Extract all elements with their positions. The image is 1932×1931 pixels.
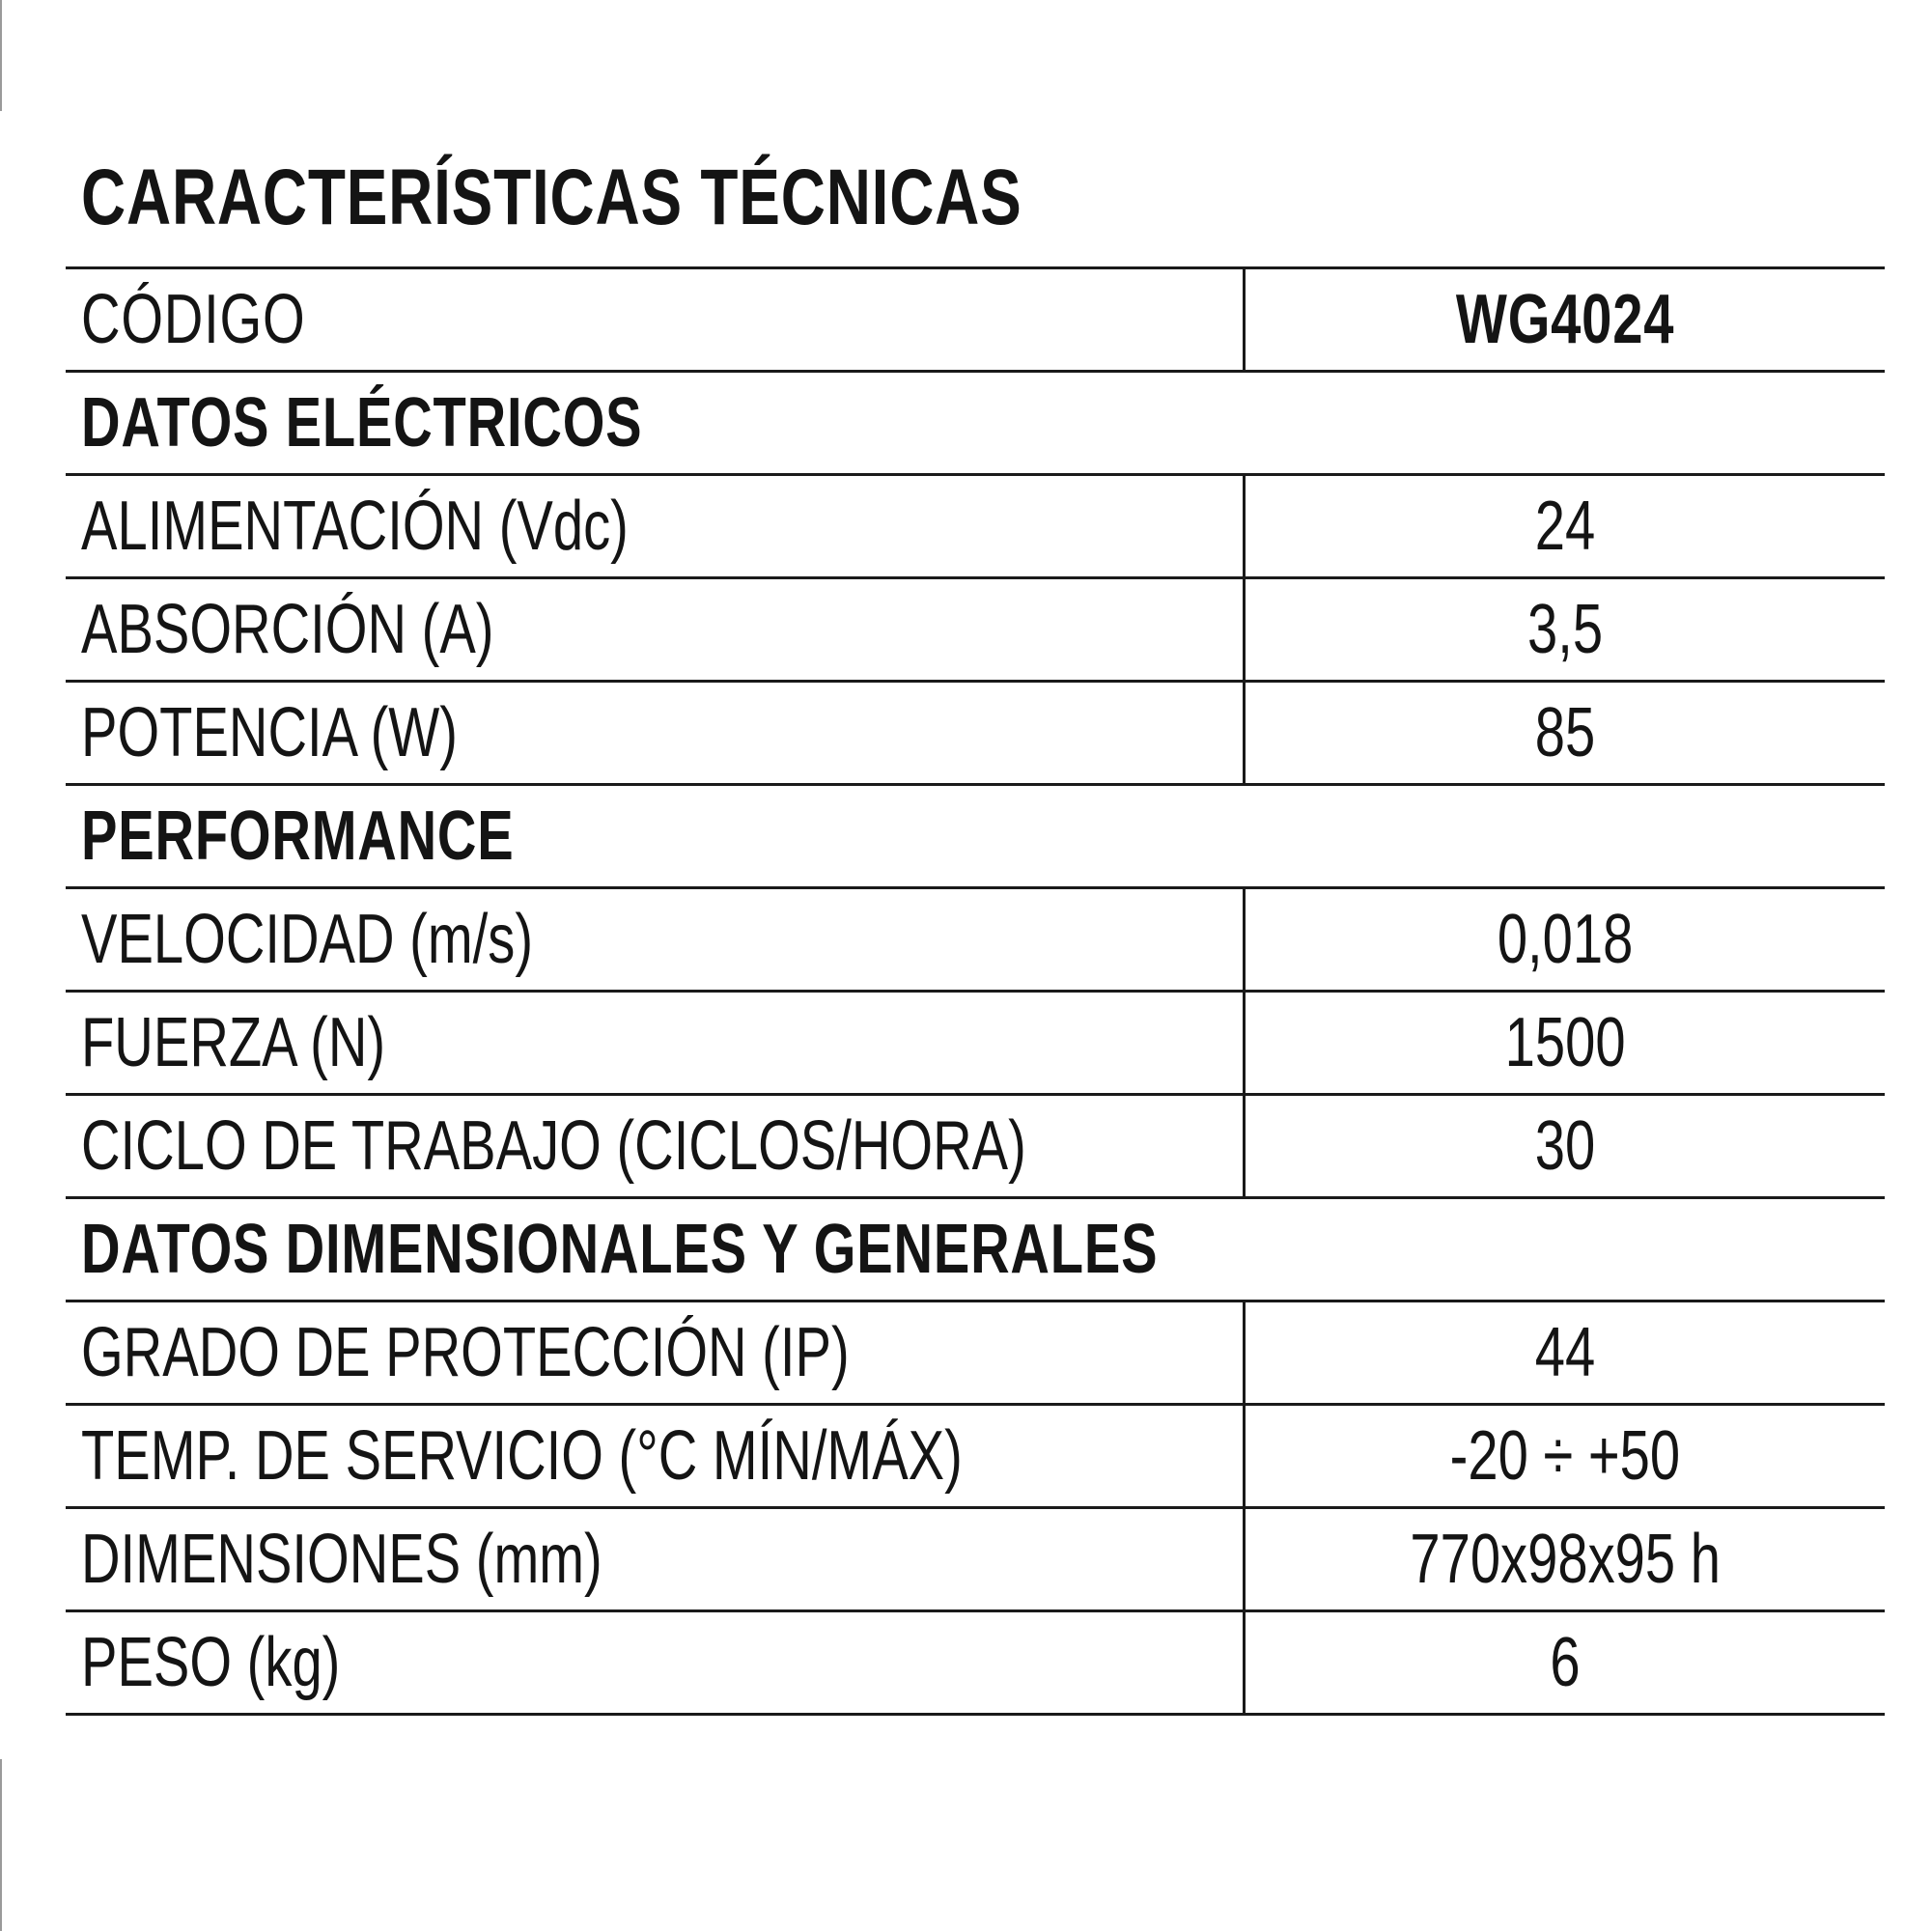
row-value: 24 bbox=[1534, 488, 1596, 565]
row-value: 44 bbox=[1534, 1314, 1596, 1391]
table-row-code bbox=[66, 269, 1885, 373]
row-value: 6 bbox=[1550, 1624, 1581, 1701]
page-edge-mark bbox=[0, 1759, 2, 1931]
section-header bbox=[66, 1199, 1885, 1302]
row-value: 1500 bbox=[1504, 1004, 1626, 1081]
table-row bbox=[66, 1509, 1885, 1612]
section-header bbox=[66, 786, 1885, 889]
table-row bbox=[66, 1612, 1885, 1716]
section-title: DATOS ELÉCTRICOS bbox=[81, 384, 643, 462]
section-title: PERFORMANCE bbox=[81, 798, 515, 875]
row-label: CICLO DE TRABAJO (CICLOS/HORA) bbox=[81, 1107, 1026, 1185]
row-value: 30 bbox=[1534, 1107, 1596, 1185]
table-row bbox=[66, 1302, 1885, 1406]
row-label: ABSORCIÓN (A) bbox=[81, 591, 494, 668]
row-label: DIMENSIONES (mm) bbox=[81, 1521, 602, 1598]
row-value: -20 ÷ +50 bbox=[1449, 1417, 1681, 1495]
table-row bbox=[66, 889, 1885, 993]
table-row bbox=[66, 1096, 1885, 1199]
row-value: 85 bbox=[1534, 694, 1596, 771]
row-label: VELOCIDAD (m/s) bbox=[81, 901, 534, 978]
row-label: POTENCIA (W) bbox=[81, 694, 458, 771]
table-row bbox=[66, 683, 1885, 786]
row-label: ALIMENTACIÓN (Vdc) bbox=[81, 488, 629, 565]
code-value: WG4024 bbox=[1455, 281, 1675, 358]
spec-table bbox=[66, 266, 1885, 1716]
row-label: GRADO DE PROTECCIÓN (IP) bbox=[81, 1314, 850, 1391]
row-label: TEMP. DE SERVICIO (°C MÍN/MÁX) bbox=[81, 1417, 963, 1495]
page-title: CARACTERÍSTICAS TÉCNICAS bbox=[81, 154, 1022, 241]
code-label: CÓDIGO bbox=[81, 281, 306, 358]
table-row bbox=[66, 476, 1885, 579]
table-row bbox=[66, 579, 1885, 683]
row-value: 0,018 bbox=[1497, 901, 1634, 978]
row-value: 770x98x95 h bbox=[1410, 1521, 1721, 1598]
row-value: 3,5 bbox=[1526, 591, 1604, 668]
row-label: FUERZA (N) bbox=[81, 1004, 386, 1081]
page-edge-mark bbox=[0, 0, 2, 111]
table-row bbox=[66, 1406, 1885, 1509]
section-title: DATOS DIMENSIONALES Y GENERALES bbox=[81, 1211, 1159, 1288]
table-row bbox=[66, 993, 1885, 1096]
section-header bbox=[66, 373, 1885, 476]
row-label: PESO (kg) bbox=[81, 1624, 341, 1701]
